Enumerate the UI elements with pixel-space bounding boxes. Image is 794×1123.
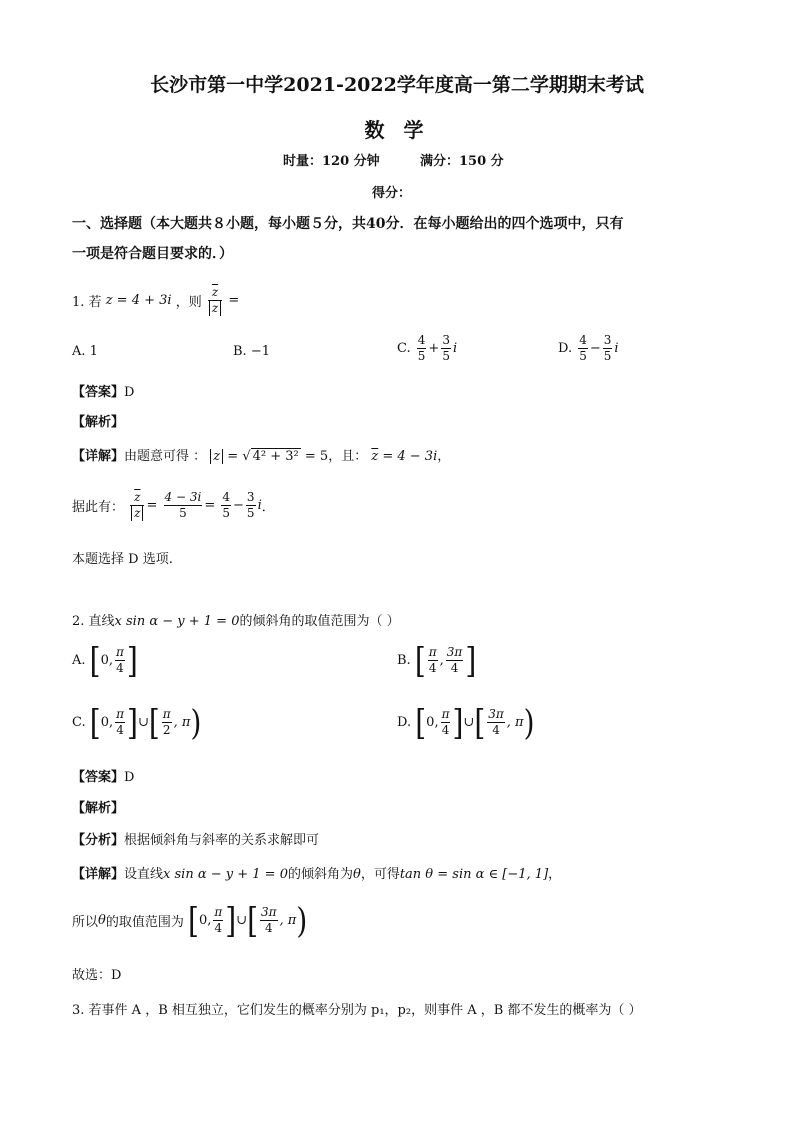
score-label: 满分：150 分: [420, 154, 504, 169]
time-label: 时量：120 分钟: [283, 154, 380, 169]
q1-prefix: 1. 若: [72, 295, 102, 310]
q2-range: 所以θ的取值范围为 [0, $\frac{\pi}{4}$ ]∪[ $\frac{3\pi}{4}$ , π): [72, 899, 308, 941]
q1-then: ，则: [175, 295, 202, 310]
q1-option-a: A. 1: [72, 344, 98, 359]
q1-fraction: $\frac{\overline{z}}{z}$: [208, 285, 222, 316]
q2-conclusion: 故选：D: [72, 968, 122, 983]
question-3-stem: 3. 若事件 A ，B 相互独立，它们发生的概率分别为 p₁，p₂，则事件 A ，B 都不发生的概率为（ ）: [72, 1003, 642, 1018]
q1-result: 据此有： $\frac{\overline{z}}{z}$ = $\frac{4 - 3i}{5}$ = $\frac{4}{5}$ − $\frac{3}{5}$ i．: [72, 490, 275, 520]
q1-analysis-tag: 【解析】: [72, 415, 125, 430]
q2-option-b: B. [ $\frac{\pi}{4}$ , $\frac{3\pi}{4}$ ]: [397, 639, 477, 681]
q1-option-b: B. −1: [233, 344, 270, 359]
q1-detail: 【详解】由题意可得 ： z = √ 4² + 3² = 5，且： $\overline{z} = 4 - 3i$，: [72, 449, 451, 464]
q2-analysis-tag: 【解析】: [72, 801, 125, 816]
q1-option-d: D. $\frac{4}{5}$ − $\frac{3}{5}$ i: [558, 333, 619, 363]
exam-title: 长沙市第一中学2021-2022学年度高一第二学期期末考试: [150, 74, 644, 96]
q1-condition: z = 4 + 3i: [105, 293, 172, 308]
score-field: 得分：: [372, 186, 412, 201]
q2-option-d: D. [0, $\frac{\pi}{4}$ ]∪[ $\frac{3\pi}{4}$ , π): [397, 701, 535, 743]
q1-answer: 【答案】D: [72, 385, 135, 400]
q2-option-c: C. [0, $\frac{\pi}{4}$ ]∪[ $\frac{\pi}{2}$ , π): [72, 701, 202, 743]
q2-answer: 【答案】D: [72, 770, 135, 785]
q2-fenxi: 【分析】根据倾斜角与斜率的关系求解即可: [72, 833, 320, 848]
q1-option-c: C. $\frac{4}{5}$ + $\frac{3}{5}$ i: [397, 333, 458, 363]
q1-conclusion: 本题选择 D 选项.: [72, 552, 173, 567]
question-2-stem: 2. 直线x sin α − y + 1 = 0的倾斜角的取值范围为（ ）: [72, 614, 400, 629]
q2-detail: 【详解】设直线x sin α − y + 1 = 0的倾斜角为θ，可得tan θ = sin α ∈ [−1, 1]，: [72, 867, 562, 882]
subject-title: 数 学: [364, 118, 430, 142]
q2-option-a: A. [0, $\frac{\pi}{4}$ ]: [72, 639, 138, 681]
section-heading: 一、选择题（本大题共８小题，每小题５分，共40分．在每小题给出的四个选项中，只有: [72, 216, 624, 232]
question-1-stem: 1. 若 z = 4 + 3i ，则 $\frac{\overline{z}}{z}$ =: [72, 285, 240, 315]
section-heading-cont: 一项是符合题目要求的．）: [72, 246, 233, 262]
